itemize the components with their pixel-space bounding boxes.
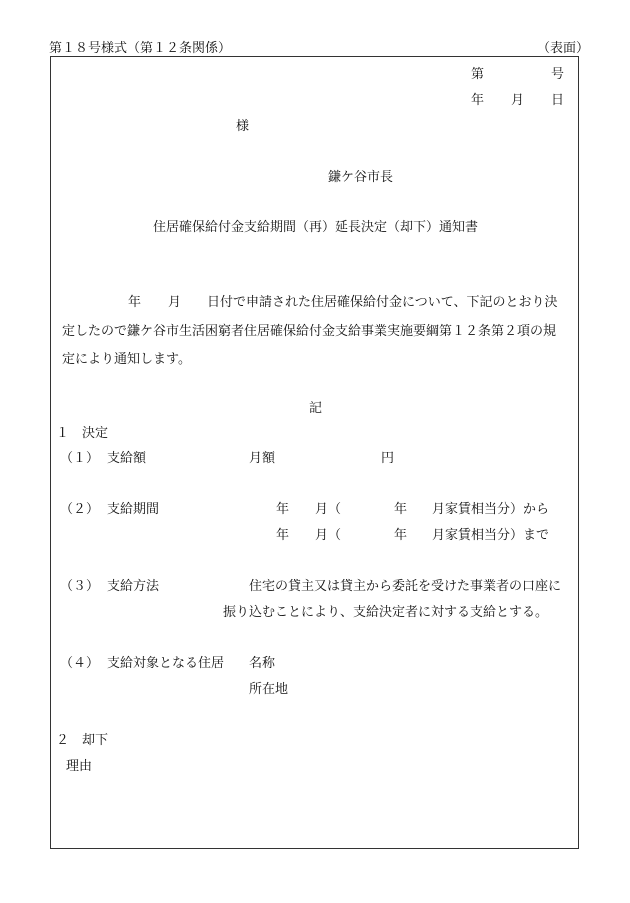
period-from-month: 月（: [315, 502, 342, 517]
item4-number: （４）: [60, 656, 100, 671]
body-line1: 日付で申請された住居確保給付金について、下記のとおり決: [207, 295, 558, 310]
period-to-month: 月（: [315, 528, 342, 543]
item3-label: 支給方法: [107, 579, 160, 594]
item1-monthly: 月額: [249, 451, 276, 466]
period-to-year: 年: [276, 528, 290, 543]
date-year: 年: [471, 93, 485, 108]
item2-label: 支給期間: [107, 502, 160, 517]
rejection-reason-label: 理由: [66, 759, 93, 774]
residence-name-label: 名称: [249, 656, 276, 671]
number-prefix: 第: [471, 67, 485, 82]
item1-number: （１）: [60, 451, 100, 466]
body-year: 年: [128, 295, 142, 310]
body-line2: 定したので鎌ケ谷市生活困窮者住居確保給付金支給事業実施要綱第１２条第２項の規: [62, 324, 557, 339]
issuer: 鎌ケ谷市長: [328, 170, 394, 185]
item1-label: 支給額: [107, 451, 147, 466]
ki-marker: 記: [309, 401, 323, 416]
item1-yen: 円: [381, 451, 395, 466]
payment-method-line2: 振り込むことにより、支給決定者に対する支給とする。: [223, 605, 549, 620]
document-title: 住居確保給付金支給期間（再）延長決定（却下）通知書: [153, 220, 479, 235]
item3-number: （３）: [60, 579, 100, 594]
item4-label: 支給対象となる住居: [107, 656, 225, 671]
period-to-year2: 年: [394, 528, 408, 543]
section1-heading: １ 決定: [56, 426, 109, 441]
period-from-year: 年: [276, 502, 290, 517]
section2-heading: ２ 却下: [56, 733, 109, 748]
residence-address-label: 所在地: [249, 682, 289, 697]
payment-method-line1: 住宅の貸主又は貸主から委託を受けた事業者の口座に: [249, 579, 562, 594]
date-month: 月: [511, 93, 525, 108]
item2-number: （２）: [60, 502, 100, 517]
period-from-year2: 年: [394, 502, 408, 517]
form-label: 第１８号様式（第１２条関係）: [49, 41, 232, 56]
side-label: （表面）: [537, 41, 590, 56]
date-day: 日: [551, 93, 565, 108]
addressee-suffix: 様: [236, 119, 250, 134]
body-month: 月: [168, 295, 182, 310]
period-to-tail: 月家賃相当分）まで: [432, 528, 550, 543]
period-from-tail: 月家賃相当分）から: [432, 502, 550, 517]
body-line3: 定により通知します。: [62, 352, 191, 367]
number-suffix: 号: [551, 67, 565, 82]
